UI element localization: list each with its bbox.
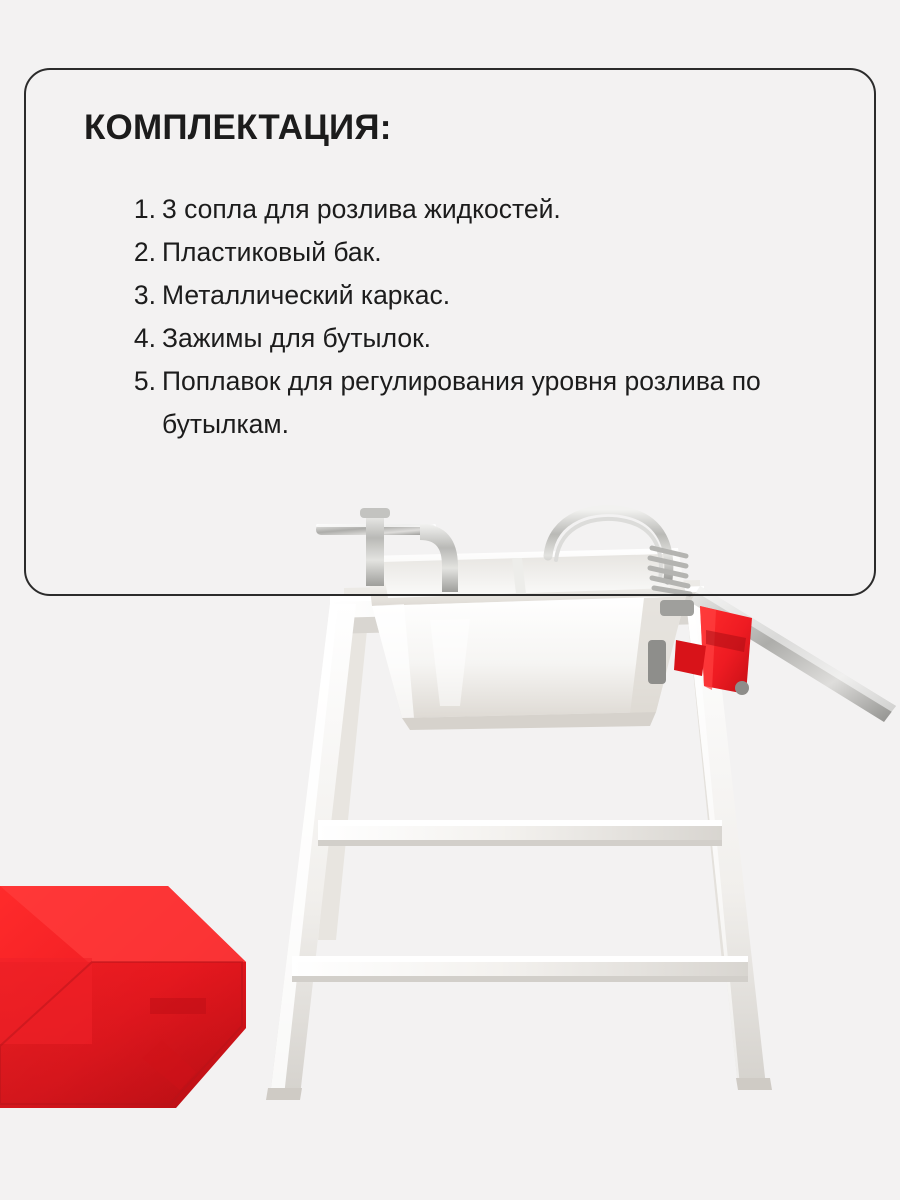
list-item: Зажимы для бутылок. (162, 322, 432, 353)
list-item: Пластиковый бак. (162, 236, 382, 267)
list-item: Металлический каркас. (162, 279, 451, 310)
list-item: Поплавок для регулирования уровня розлива по бутылкам. (162, 365, 761, 439)
plastic-tank (366, 548, 686, 730)
page-title: КОМПЛЕКТАЦИЯ: (84, 108, 392, 147)
list-item: 3 сопла для розлива жидкостей. (162, 194, 561, 224)
